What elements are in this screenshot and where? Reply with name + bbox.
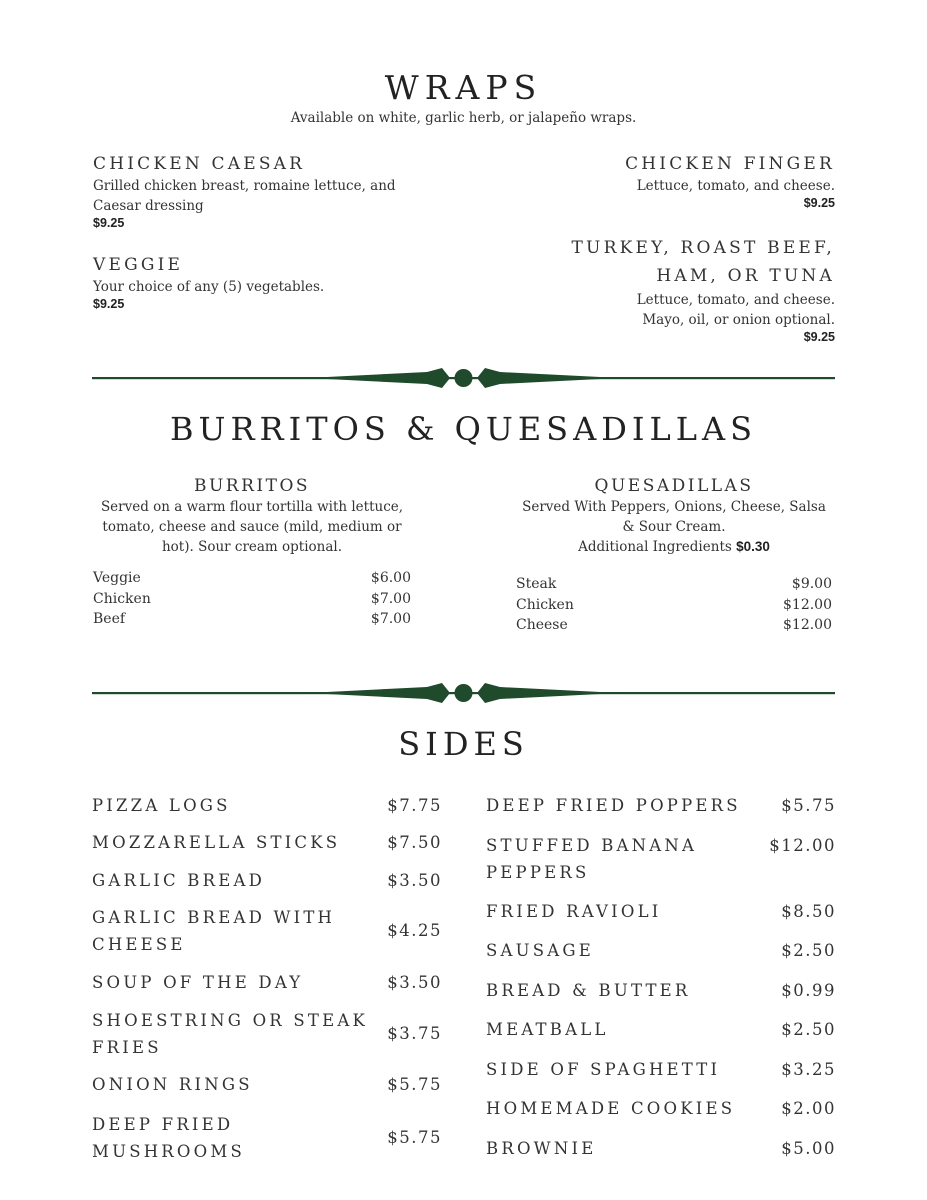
wrap-item-name: CHICKEN CAESAR — [93, 154, 306, 174]
list-item — [93, 609, 411, 630]
side-name: SOUP OF THE DAY — [92, 973, 304, 992]
list-item — [93, 589, 411, 610]
side-name: FRIES — [92, 1038, 162, 1057]
burritos-section — [93, 476, 411, 630]
side-name: DEEP FRIED — [92, 1115, 234, 1134]
list-item — [486, 1056, 836, 1083]
list-item — [92, 867, 442, 894]
quesadilla-price: $12.00 — [783, 617, 832, 633]
quesadilla-name: Steak — [516, 576, 557, 592]
quesadilla-price: $12.00 — [783, 596, 832, 613]
burrito-name: Beef — [93, 611, 126, 627]
wrap-item-veggie — [93, 255, 413, 311]
list-item — [92, 1111, 442, 1165]
side-name: SHOESTRING OR STEAK — [92, 1011, 368, 1030]
ornamental-divider — [92, 678, 835, 708]
list-item — [486, 977, 836, 1004]
side-name: MEATBALL — [486, 1020, 609, 1039]
burrito-price: $6.00 — [370, 570, 411, 586]
side-price: $3.50 — [387, 871, 442, 890]
side-price: $0.99 — [781, 981, 836, 1000]
side-price: $12.00 — [769, 836, 836, 855]
wrap-item-price: $9.25 — [93, 297, 125, 311]
side-price: $2.50 — [781, 1020, 836, 1039]
wrap-item-price: $9.25 — [93, 216, 125, 230]
burrito-name: Veggie — [93, 570, 141, 586]
side-price: $5.75 — [781, 796, 836, 815]
list-item — [92, 1071, 442, 1098]
burritos-quesadillas-title: BURRITOS & QUESADILLAS — [169, 410, 758, 448]
side-name: MUSHROOMS — [92, 1142, 245, 1161]
side-name: SAUSAGE — [486, 941, 594, 960]
list-item — [486, 832, 836, 886]
side-name: GARLIC BREAD WITH — [92, 908, 336, 927]
wrap-item-desc: Mayo, oil, or onion optional. — [642, 312, 835, 328]
side-price: $3.50 — [387, 973, 442, 992]
burritos-title: BURRITOS — [193, 476, 311, 496]
wraps-title: WRAPS — [384, 68, 543, 107]
side-price: $5.75 — [387, 1128, 442, 1147]
list-item — [92, 792, 442, 819]
side-name: BREAD & BUTTER — [486, 981, 691, 1000]
side-price: $5.00 — [781, 1139, 836, 1158]
side-name: STUFFED BANANA — [486, 836, 698, 855]
side-name: SIDE OF SPAGHETTI — [486, 1060, 721, 1079]
sides-title: SIDES — [398, 725, 529, 763]
side-price: $5.75 — [387, 1075, 442, 1094]
wraps-subtitle: Available on white, garlic herb, or jalapeño wraps. — [290, 110, 637, 126]
quesadilla-name: Cheese — [516, 617, 568, 633]
side-name: ONION RINGS — [92, 1075, 253, 1094]
burrito-price: $7.00 — [370, 611, 411, 627]
ornamental-divider — [92, 363, 835, 393]
list-item — [516, 615, 832, 636]
burrito-price: $7.00 — [370, 590, 411, 607]
burrito-name: Chicken — [93, 590, 151, 607]
list-item — [92, 969, 442, 996]
list-item — [93, 568, 411, 589]
quesadillas-desc: Served With Peppers, Onions, Cheese, Salsa & Sour Cream. — [522, 499, 826, 535]
list-item — [92, 904, 442, 958]
side-price: $2.50 — [781, 941, 836, 960]
quesadilla-name: Chicken — [516, 596, 574, 613]
list-item — [92, 829, 442, 856]
side-price: $3.25 — [781, 1060, 836, 1079]
wrap-item-name: CHICKEN FINGER — [625, 154, 835, 174]
wrap-item-chicken-finger — [535, 154, 835, 210]
wrap-item-desc: Lettuce, tomato, and cheese. — [636, 292, 835, 308]
side-price: $3.75 — [387, 1024, 442, 1043]
list-item — [486, 898, 836, 925]
side-price: $7.75 — [387, 796, 442, 815]
wrap-item-price: $9.25 — [803, 196, 835, 210]
side-price: $7.50 — [387, 833, 442, 852]
list-item — [486, 1135, 836, 1162]
wrap-item-chicken-caesar — [93, 154, 413, 230]
side-name: CHEESE — [92, 935, 186, 954]
side-name: HOMEMADE COOKIES — [486, 1099, 736, 1118]
side-price: $2.00 — [781, 1099, 836, 1118]
wrap-item-name: VEGGIE — [93, 255, 184, 275]
list-item — [516, 574, 832, 595]
side-price: $4.25 — [387, 921, 442, 940]
quesadillas-additional — [516, 537, 832, 557]
side-name: GARLIC BREAD — [92, 871, 266, 890]
side-name: DEEP FRIED POPPERS — [486, 796, 741, 815]
side-name: MOZZARELLA STICKS — [92, 833, 341, 852]
side-name: PIZZA LOGS — [92, 796, 231, 815]
wrap-item-name: TURKEY, ROAST BEEF, — [571, 238, 835, 258]
side-name: FRIED RAVIOLI — [486, 902, 662, 921]
additional-price: $0.30 — [736, 539, 770, 554]
list-item — [92, 1007, 442, 1061]
wrap-item-desc: Lettuce, tomato, and cheese. — [636, 178, 835, 194]
side-name: BROWNIE — [486, 1139, 597, 1158]
burritos-desc: Served on a warm flour tortilla with lettuce, tomato, cheese and sauce (mild, medium or hot). Sour cream optional. — [100, 499, 404, 555]
side-name: PEPPERS — [486, 863, 590, 882]
list-item — [486, 1016, 836, 1043]
quesadillas-title: QUESADILLAS — [594, 476, 754, 496]
quesadilla-price: $9.00 — [791, 576, 832, 592]
quesadillas-section — [516, 476, 832, 636]
wrap-item-name: HAM, OR TUNA — [656, 266, 835, 286]
list-item — [516, 595, 832, 616]
additional-label: Additional Ingredients — [578, 539, 732, 555]
list-item — [486, 792, 836, 819]
wrap-item-desc: Your choice of any (5) vegetables. — [93, 279, 325, 295]
wrap-item-price: $9.25 — [803, 330, 835, 344]
list-item — [486, 1095, 836, 1122]
wrap-item-desc: Grilled chicken breast, romaine lettuce, and Caesar dressing — [93, 178, 396, 214]
side-price: $8.50 — [781, 902, 836, 921]
wrap-item-turkey-roast-beef — [535, 234, 835, 344]
list-item — [486, 937, 836, 964]
